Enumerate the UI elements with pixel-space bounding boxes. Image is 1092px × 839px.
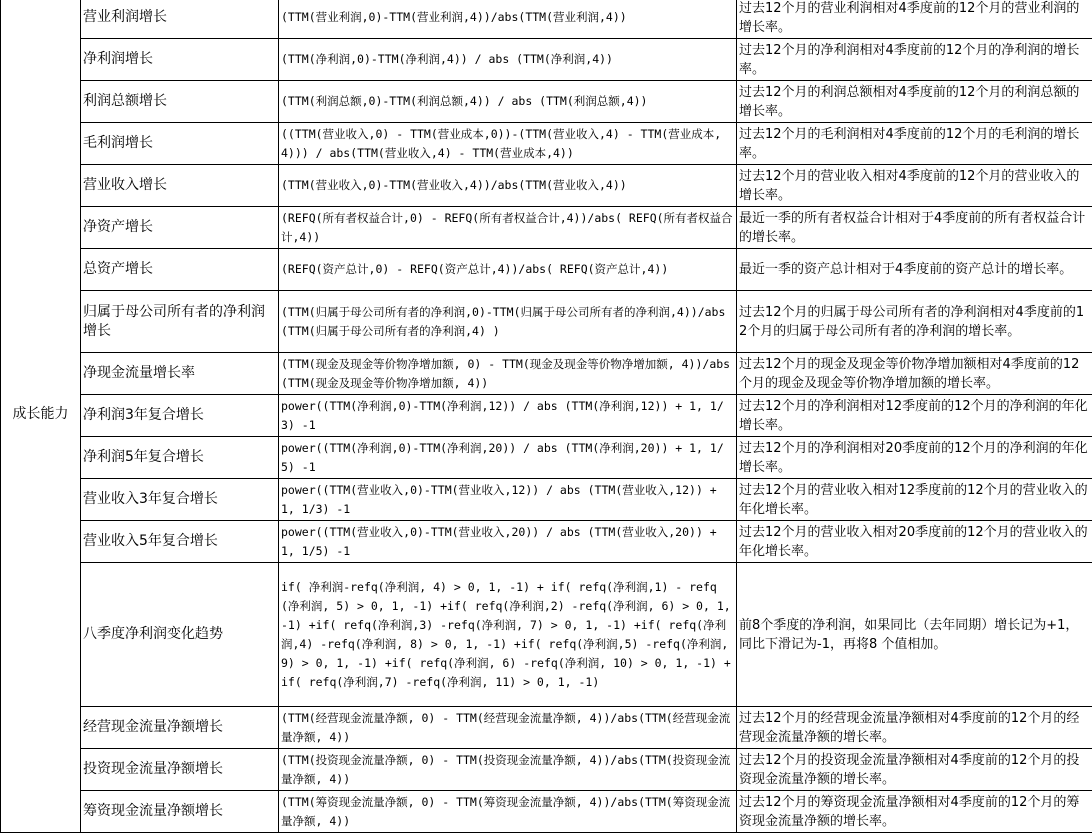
factor-formula-cell: (TTM(营业收入,0)-TTM(营业收入,4))/abs(TTM(营业收入,4)) <box>279 165 737 207</box>
factor-description-cell: 过去12个月的营业收入相对12季度前的12个月的营业收入的年化增长率。 <box>737 479 1092 521</box>
factor-description-cell: 过去12个月的营业收入相对4季度前的12个月的营业收入的增长率。 <box>737 165 1092 207</box>
factor-name-cell: 营业收入增长 <box>81 165 279 207</box>
factor-description-cell: 过去12个月的净利润相对4季度前的12个月的净利润的增长率。 <box>737 39 1092 81</box>
factor-description-cell: 过去12个月的利润总额相对4季度前的12个月的利润总额的增长率。 <box>737 81 1092 123</box>
factor-formula-cell: power((TTM(净利润,0)-TTM(净利润,20)) / abs (TTM(净利润,20)) + 1, 1/5) -1 <box>279 437 737 479</box>
factor-description-cell: 前8个季度的净利润，如果同比（去年同期）增长记为+1，同比下滑记为-1，再将8 个值相加。 <box>737 563 1092 707</box>
table-row <box>1 207 1092 249</box>
factor-name-cell: 八季度净利润变化趋势 <box>81 563 279 707</box>
factor-name-cell: 净利润增长 <box>81 39 279 81</box>
factor-formula-cell: ((TTM(营业收入,0) - TTM(营业成本,0))-(TTM(营业收入,4) - TTM(营业成本,4))) / abs(TTM(营业收入,4) - TTM(营业成本,4)) <box>279 123 737 165</box>
table-row <box>1 353 1092 395</box>
factor-description-cell: 过去12个月的投资现金流量净额相对4季度前的12个月的投资现金流量净额的增长率。 <box>737 749 1092 791</box>
factor-formula-cell: (TTM(净利润,0)-TTM(净利润,4)) / abs (TTM(净利润,4)) <box>279 39 737 81</box>
table-row <box>1 563 1092 707</box>
factor-name-cell: 总资产增长 <box>81 249 279 291</box>
table-row <box>1 123 1092 165</box>
factor-description-cell: 过去12个月的毛利润相对4季度前的12个月的毛利润的增长率。 <box>737 123 1092 165</box>
factor-description-cell: 过去12个月的经营现金流量净额相对4季度前的12个月的经营现金流量净额的增长率。 <box>737 707 1092 749</box>
table-row <box>1 791 1092 833</box>
factor-name-cell: 投资现金流量净额增长 <box>81 749 279 791</box>
factor-name-cell: 毛利润增长 <box>81 123 279 165</box>
table-row <box>1 395 1092 437</box>
factor-formula-cell: (TTM(营业利润,0)-TTM(营业利润,4))/abs(TTM(营业利润,4)) <box>279 0 737 39</box>
table-row <box>1 165 1092 207</box>
factor-name-cell: 净资产增长 <box>81 207 279 249</box>
factor-formula-cell: power((TTM(净利润,0)-TTM(净利润,12)) / abs (TTM(净利润,12)) + 1, 1/3) -1 <box>279 395 737 437</box>
table-row <box>1 521 1092 563</box>
factor-description-cell: 过去12个月的归属于母公司所有者的净利润相对4季度前的12个月的归属于母公司所有者的净利润的增长率。 <box>737 291 1092 353</box>
factor-description-cell: 过去12个月的现金及现金等价物净增加额相对4季度前的12个月的现金及现金等价物净增加额的增长率。 <box>737 353 1092 395</box>
factor-name-cell: 筹资现金流量净额增长 <box>81 791 279 833</box>
factor-formula-cell: (REFQ(资产总计,0) - REFQ(资产总计,4))/abs( REFQ(资产总计,4)) <box>279 249 737 291</box>
factor-name-cell: 营业利润增长 <box>81 0 279 39</box>
factor-formula-cell: (TTM(投资现金流量净额, 0) - TTM(投资现金流量净额, 4))/abs(TTM(投资现金流量净额, 4)) <box>279 749 737 791</box>
table-row <box>1 39 1092 81</box>
factor-name-cell: 经营现金流量净额增长 <box>81 707 279 749</box>
factor-formula-cell: (TTM(现金及现金等价物净增加额, 0) - TTM(现金及现金等价物净增加额, 4))/abs(TTM(现金及现金等价物净增加额, 4)) <box>279 353 737 395</box>
factor-name-cell: 净利润3年复合增长 <box>81 395 279 437</box>
table-row <box>1 479 1092 521</box>
factor-formula-cell: (TTM(归属于母公司所有者的净利润,0)-TTM(归属于母公司所有者的净利润,4))/abs(TTM(归属于母公司所有者的净利润,4) ) <box>279 291 737 353</box>
factor-formula-cell: (TTM(利润总额,0)-TTM(利润总额,4)) / abs (TTM(利润总额,4)) <box>279 81 737 123</box>
table-row <box>1 249 1092 291</box>
factor-formula-cell: if( 净利润-refq(净利润, 4) > 0, 1, -1) + if( refq(净利润,1) - refq(净利润, 5) > 0, 1, -1) +if( refq(净利润,2) -refq(净利润, 6) > 0, 1, -1) +if( refq(净利润,3) -refq(净利润, 7) > 0, 1, -1) +if( refq(净利润,4) -refq(净利润, 8) > 0, 1, -1) +if( refq(净利润,5) -refq(净利润, 9) > 0, 1, -1) +if( refq(净利润, 6) -refq(净利润, 10) > 0, 1, -1) +if( refq(净利润,7) -refq(净利润, 11) > 0, 1, -1) <box>279 563 737 707</box>
factor-formula-cell: (TTM(筹资现金流量净额, 0) - TTM(筹资现金流量净额, 4))/abs(TTM(筹资现金流量净额, 4)) <box>279 791 737 833</box>
factor-name-cell: 归属于母公司所有者的净利润增长 <box>81 291 279 353</box>
factor-description-cell: 最近一季的资产总计相对于4季度前的资产总计的增长率。 <box>737 249 1092 291</box>
factor-description-cell: 最近一季的所有者权益合计相对于4季度前的所有者权益合计的增长率。 <box>737 207 1092 249</box>
factor-name-cell: 净现金流量增长率 <box>81 353 279 395</box>
factor-name-cell: 利润总额增长 <box>81 81 279 123</box>
factor-description-cell: 过去12个月的净利润相对12季度前的12个月的净利润的年化增长率。 <box>737 395 1092 437</box>
factor-formula-cell: power((TTM(营业收入,0)-TTM(营业收入,12)) / abs (TTM(营业收入,12)) + 1, 1/3) -1 <box>279 479 737 521</box>
table-body <box>1 0 1092 833</box>
table-row <box>1 81 1092 123</box>
factor-description-cell: 过去12个月的筹资现金流量净额相对4季度前的12个月的筹资现金流量净额的增长率。 <box>737 791 1092 833</box>
table-row <box>1 291 1092 353</box>
factor-name-cell: 营业收入5年复合增长 <box>81 521 279 563</box>
factor-formula-cell: power((TTM(营业收入,0)-TTM(营业收入,20)) / abs (TTM(营业收入,20)) + 1, 1/5) -1 <box>279 521 737 563</box>
factor-name-cell: 净利润5年复合增长 <box>81 437 279 479</box>
factor-formula-cell: (REFQ(所有者权益合计,0) - REFQ(所有者权益合计,4))/abs( REFQ(所有者权益合计,4)) <box>279 207 737 249</box>
factor-description-cell: 过去12个月的营业利润相对4季度前的12个月的营业利润的增长率。 <box>737 0 1092 39</box>
table-row <box>1 749 1092 791</box>
category-cell: 成长能力 <box>1 0 81 833</box>
table-row <box>1 0 1092 39</box>
table-row <box>1 707 1092 749</box>
factor-formula-cell: (TTM(经营现金流量净额, 0) - TTM(经营现金流量净额, 4))/abs(TTM(经营现金流量净额, 4)) <box>279 707 737 749</box>
factor-name-cell: 营业收入3年复合增长 <box>81 479 279 521</box>
factor-description-cell: 过去12个月的净利润相对20季度前的12个月的净利润的年化增长率。 <box>737 437 1092 479</box>
factor-description-cell: 过去12个月的营业收入相对20季度前的12个月的营业收入的年化增长率。 <box>737 521 1092 563</box>
table-row <box>1 437 1092 479</box>
